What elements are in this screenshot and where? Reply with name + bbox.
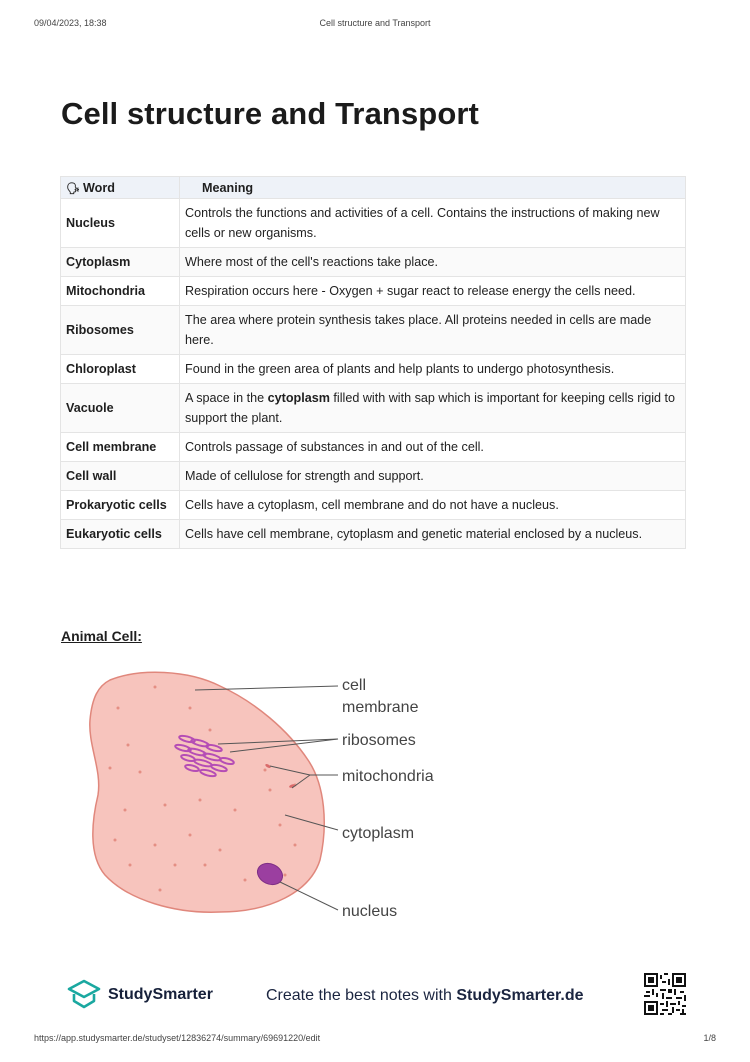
definition xyxy=(180,384,686,433)
header-word xyxy=(61,177,180,199)
label-cell-membrane-1: cell xyxy=(342,677,367,694)
tagline-text: Create the best notes with xyxy=(266,987,457,1004)
definition: Made of cellulose for strength and support. xyxy=(180,462,686,491)
print-header xyxy=(34,18,716,32)
term: Nucleus xyxy=(61,199,180,248)
term: Eukaryotic cells xyxy=(61,520,180,549)
label-ribosomes: ribosomes xyxy=(342,732,416,749)
studysmarter-logo-icon xyxy=(66,978,102,1012)
page-title: Cell structure and Transport xyxy=(61,96,479,131)
table-row xyxy=(61,462,686,491)
print-date: 09/04/2023, 18:38 xyxy=(34,18,107,28)
table-row xyxy=(61,491,686,520)
term: Cell membrane xyxy=(61,433,180,462)
table-row xyxy=(61,433,686,462)
definition-part: A space in the xyxy=(185,391,268,405)
speech-icon: 🗣 xyxy=(66,182,80,195)
definition: Cells have a cytoplasm, cell membrane and do not have a nucleus. xyxy=(180,491,686,520)
definition-bold-term: cytoplasm xyxy=(267,391,330,405)
table-row xyxy=(61,520,686,549)
term: Vacuole xyxy=(61,384,180,433)
term: Chloroplast xyxy=(61,355,180,384)
definition: Controls the functions and activities of a cell. Contains the instructions of making new cells or new organisms. xyxy=(180,199,686,248)
term: Cell wall xyxy=(61,462,180,491)
section-heading-animal-cell: Animal Cell: xyxy=(61,628,142,644)
header-meaning: Meaning xyxy=(180,177,686,199)
glossary-table xyxy=(60,176,686,549)
table-row xyxy=(61,384,686,433)
tagline-link: StudySmarter.de xyxy=(456,987,584,1004)
table-row xyxy=(61,248,686,277)
term: Ribosomes xyxy=(61,306,180,355)
term: Cytoplasm xyxy=(61,248,180,277)
table-row xyxy=(61,277,686,306)
definition: Respiration occurs here - Oxygen + sugar react to release energy the cells need. xyxy=(180,277,686,306)
term: Prokaryotic cells xyxy=(61,491,180,520)
label-cytoplasm: cytoplasm xyxy=(342,825,415,842)
table-row xyxy=(61,306,686,355)
label-nucleus: nucleus xyxy=(342,903,398,920)
print-url: https://app.studysmarter.de/studyset/12836274/summary/69691220/edit xyxy=(34,1033,321,1043)
animal-cell-diagram xyxy=(70,660,470,930)
table-row xyxy=(61,199,686,248)
footer-tagline xyxy=(266,987,583,1005)
definition-part: filled with with sap which is important for keeping cells rigid to support the plant. xyxy=(185,391,676,425)
table-row xyxy=(61,355,686,384)
definition: Where most of the cell's reactions take place. xyxy=(180,248,686,277)
definition: Found in the green area of plants and help plants to undergo photosynthesis. xyxy=(180,355,686,384)
definition: Controls passage of substances in and out of the cell. xyxy=(180,433,686,462)
definition: Cells have cell membrane, cytoplasm and genetic material enclosed by a nucleus. xyxy=(180,520,686,549)
label-cell-membrane-2: membrane xyxy=(342,699,419,716)
brand-name: StudySmarter xyxy=(108,986,213,1003)
print-doc-title: Cell structure and Transport xyxy=(319,18,431,28)
definition: The area where protein synthesis takes place. All proteins needed in cells are made here. xyxy=(180,306,686,355)
term: Mitochondria xyxy=(61,277,180,306)
label-mitochondria: mitochondria xyxy=(342,768,434,785)
header-word-label: Word xyxy=(82,180,115,195)
qr-code-icon xyxy=(644,973,686,1015)
table-header-row xyxy=(61,177,686,199)
print-footer xyxy=(34,1033,716,1045)
cell-body xyxy=(90,672,324,912)
page-number: 1/8 xyxy=(703,1033,716,1043)
